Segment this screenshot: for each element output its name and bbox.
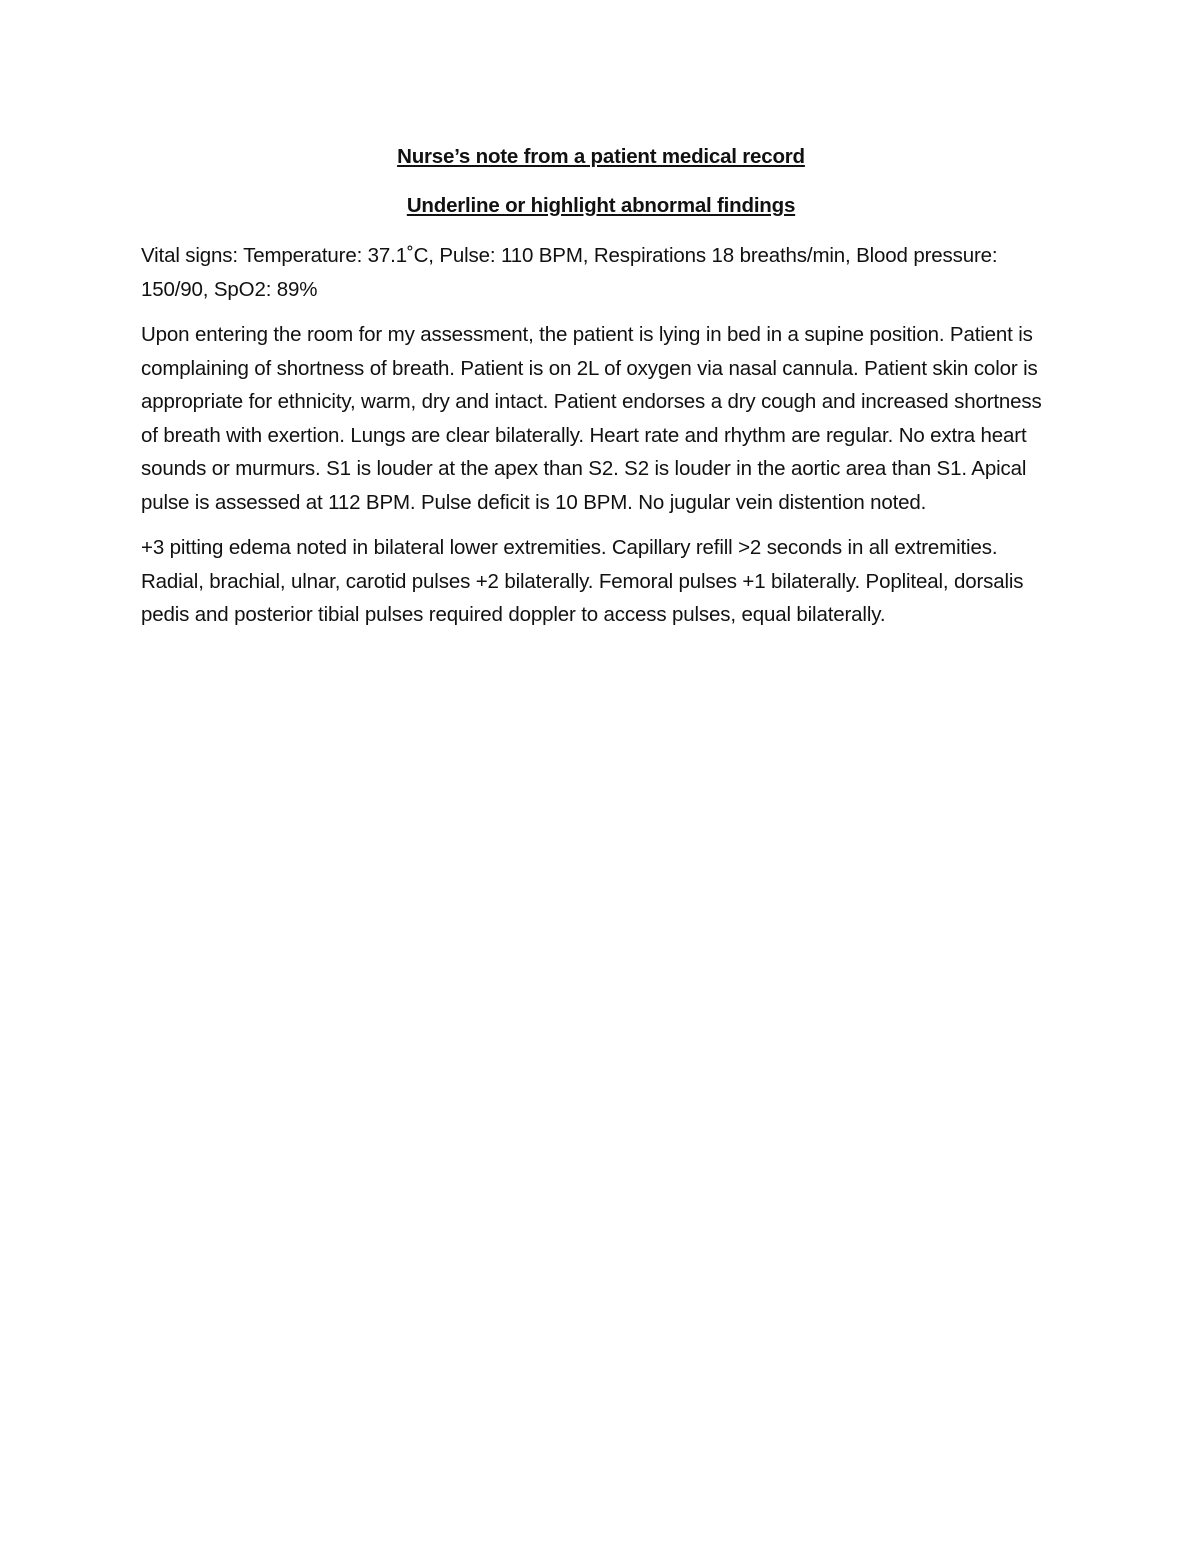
extremities-paragraph: +3 pitting edema noted in bilateral lower extremities. Capillary refill >2 seconds in all extremities. Radial, brachial, ulnar, carotid pulses +2 bilaterally. Femoral pulses +1 bilaterally. Popliteal, dorsalis pedis and posterior tibial pulses required doppler to access pulses, equal bilaterally.: [141, 536, 1024, 626]
assessment-paragraph: Upon entering the room for my assessment, the patient is lying in bed in a supine position. Patient is complaining of shortness of breath. Patient is on 2L of oxygen via nasal cannula. Patient skin color is appropriate for ethnicity, warm, dry and intact. Patient endorses a dry cough and increased shortness of breath with exertion. Lungs are clear bilaterally. Heart rate and rhythm are regular. No extra heart sounds or murmurs. S1 is louder at the apex than S2. S2 is louder in the aortic area than S1. Apical pulse is assessed at 112 BPM. Pulse deficit is 10 BPM. No jugular vein distention noted.: [141, 323, 1042, 514]
document-body: [141, 142, 1061, 644]
vital-signs-paragraph: Vital signs: Temperature: 37.1˚C, Pulse: 110 BPM, Respirations 18 breaths/min, Blood pressure: 150/90, SpO2: 89%: [141, 244, 998, 301]
document-subtitle: Underline or highlight abnormal findings: [406, 194, 796, 217]
document-title: Nurse’s note from a patient medical record: [397, 145, 805, 168]
